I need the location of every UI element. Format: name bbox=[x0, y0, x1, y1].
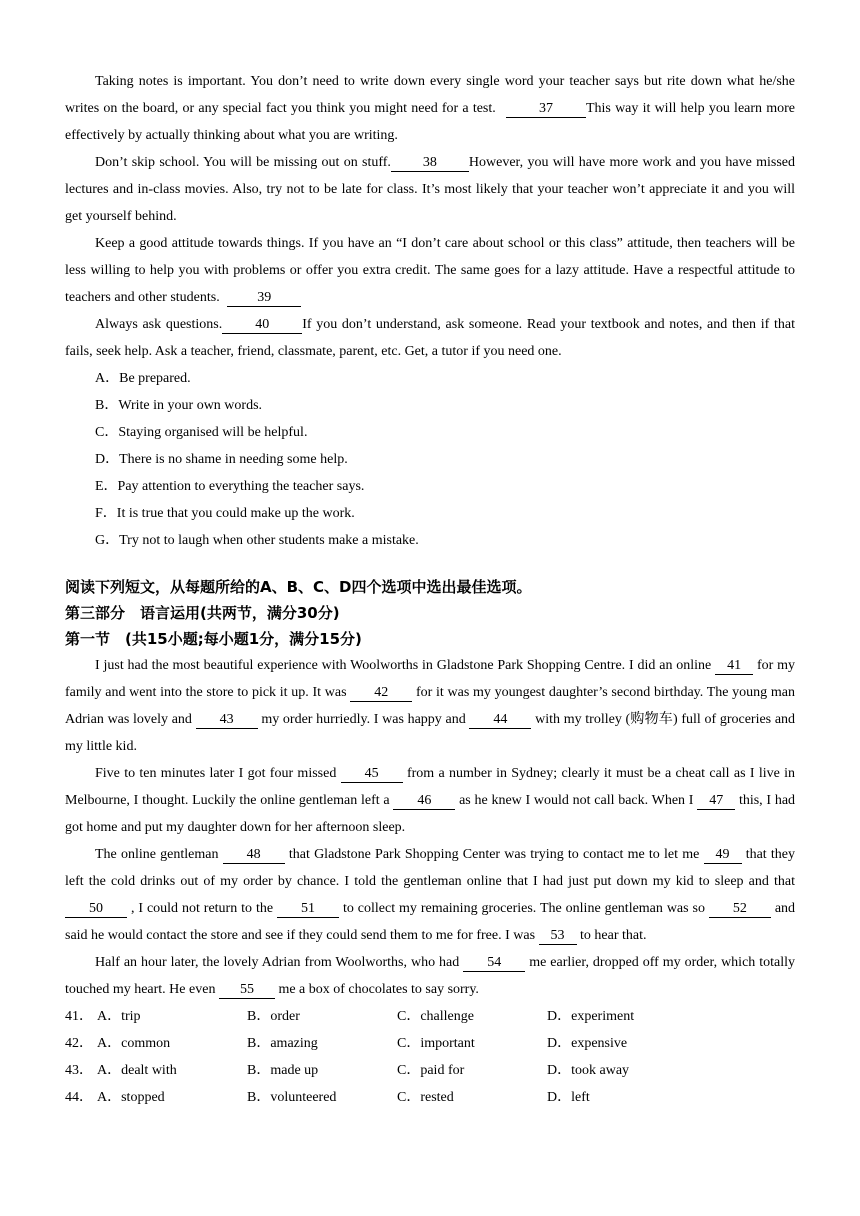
option-c[interactable]: C．Staying organised will be helpful. bbox=[95, 425, 308, 440]
blank-49[interactable]: 49 bbox=[704, 847, 742, 864]
choice-a[interactable]: A．stopped bbox=[97, 1090, 165, 1105]
option-d[interactable]: D．There is no shame in needing some help. bbox=[95, 452, 348, 467]
blank-38[interactable]: 38 bbox=[391, 155, 469, 172]
question-44 bbox=[65, 1084, 795, 1111]
choice-d[interactable]: D．left bbox=[547, 1090, 590, 1105]
choice-a[interactable]: A．common bbox=[97, 1036, 171, 1051]
choice-c[interactable]: C．paid for bbox=[397, 1063, 465, 1078]
question-number: 44． bbox=[65, 1090, 93, 1105]
paragraph: Five to ten minutes later I got four missed 45 from a number in Sydney; clearly it must be a cheat call as I live in Melbourne, I thought. Luckily the online gentleman left a 46 as he knew I would not call back. When I 47 this, I had got home and put my daughter down for her afternoon sleep. bbox=[65, 766, 796, 835]
paragraph: Don’t skip school. You will be missing out on stuff. 38 However, you will have more work and you have missed lectures and in-class movies. Also, try not to be late for class. It’s most likely that your teacher won’t appreciate it and you will get yourself behind. bbox=[65, 155, 795, 224]
option-list bbox=[65, 365, 795, 554]
question-41 bbox=[65, 1003, 795, 1030]
blank-37[interactable]: 37 bbox=[506, 101, 586, 118]
blank-45[interactable]: 45 bbox=[341, 766, 403, 783]
option-g[interactable]: G．Try not to laugh when other students make a mistake. bbox=[95, 533, 419, 548]
choice-c[interactable]: C．rested bbox=[397, 1090, 454, 1105]
blank-55[interactable]: 55 bbox=[219, 982, 275, 999]
blank-47[interactable]: 47 bbox=[697, 793, 735, 810]
choice-d[interactable]: D．experiment bbox=[547, 1009, 635, 1024]
blank-40[interactable]: 40 bbox=[222, 317, 302, 334]
section-heading: 第一节 (共15小题;每小题1分，满分15分) bbox=[65, 630, 362, 648]
option-e[interactable]: E．Pay attention to everything the teacher says. bbox=[95, 479, 365, 494]
paragraph: I just had the most beautiful experience with Woolworths in Gladstone Park Shopping Centre. I did an online 41 for my family and went into the store to pick it up. It was 42 for it was my youngest daughter’s second birthday. The young man Adrian was lovely and 43 my order hurriedly. I was happy and 44 with my trolley (购物车) full of groceries and my little kid. bbox=[65, 658, 796, 754]
paragraph: Half an hour later, the lovely Adrian from Woolworths, who had 54 me earlier, dropped off my order, which totally touched my heart. He even 55 me a box of chocolates to say sorry. bbox=[65, 955, 796, 997]
paragraph: The online gentleman 48 that Gladstone Park Shopping Center was trying to contact me to let me 49 that they left the cold drinks out of my order by chance. I told the gentleman online that I had just put down my kid to sleep and that 50 , I could not return to the 51 to collect my remaining groceries. The online gentleman was so 52 and said he would contact the store and see if they could send them to me for free. I was 53 to hear that. bbox=[65, 847, 796, 943]
choice-a[interactable]: A．dealt with bbox=[97, 1063, 177, 1078]
choice-b[interactable]: B．amazing bbox=[247, 1036, 318, 1051]
blank-51[interactable]: 51 bbox=[277, 901, 339, 918]
answer-choices bbox=[65, 1003, 795, 1111]
choice-c[interactable]: C．challenge bbox=[397, 1009, 474, 1024]
passage-section-a bbox=[65, 68, 795, 554]
option-b[interactable]: B．Write in your own words. bbox=[95, 398, 263, 413]
option-a[interactable]: A．Be prepared. bbox=[95, 371, 191, 386]
blank-42[interactable]: 42 bbox=[350, 685, 412, 702]
blank-53[interactable]: 53 bbox=[539, 928, 577, 945]
blank-52[interactable]: 52 bbox=[709, 901, 771, 918]
blank-48[interactable]: 48 bbox=[223, 847, 285, 864]
question-42 bbox=[65, 1030, 795, 1057]
paragraph: Taking notes is important. You don’t need to write down every single word your teacher says but rite down what he/she writes on the board, or any special fact you think you might need for a test. 37 This way it will help you learn more effectively by actually thinking about what you are writing. bbox=[65, 74, 796, 143]
choice-a[interactable]: A．trip bbox=[97, 1009, 141, 1024]
choice-b[interactable]: B．order bbox=[247, 1009, 300, 1024]
blank-44[interactable]: 44 bbox=[469, 712, 531, 729]
blank-43[interactable]: 43 bbox=[196, 712, 258, 729]
choice-d[interactable]: D．expensive bbox=[547, 1036, 628, 1051]
choice-b[interactable]: B．made up bbox=[247, 1063, 319, 1078]
blank-50[interactable]: 50 bbox=[65, 901, 127, 918]
cloze-passage bbox=[65, 652, 795, 1003]
instruction-heading: 阅读下列短文，从每题所给的A、B、C、D四个选项中选出最佳选项。 bbox=[65, 578, 532, 596]
question-number: 43． bbox=[65, 1063, 93, 1078]
choice-c[interactable]: C．important bbox=[397, 1036, 475, 1051]
question-43 bbox=[65, 1057, 795, 1084]
blank-54[interactable]: 54 bbox=[463, 955, 525, 972]
question-number: 42． bbox=[65, 1036, 93, 1051]
option-f[interactable]: F．It is true that you could make up the work. bbox=[95, 506, 355, 521]
blank-41[interactable]: 41 bbox=[715, 658, 753, 675]
choice-b[interactable]: B．volunteered bbox=[247, 1090, 337, 1105]
paragraph: Always ask questions. 40 If you don’t understand, ask someone. Read your textbook and notes, and then if that fails, seek help. Ask a teacher, friend, classmate, parent, etc. Get, a tutor if you need one. bbox=[65, 317, 795, 359]
paragraph: Keep a good attitude towards things. If you have an “I don’t care about school or this class” attitude, then teachers will be less willing to help you with problems or offer you extra credit. The same goes for a lazy attitude. Have a respectful attitude to teachers and other students. 39 bbox=[65, 236, 795, 305]
blank-39[interactable]: 39 bbox=[227, 290, 301, 307]
blank-46[interactable]: 46 bbox=[393, 793, 455, 810]
question-number: 41． bbox=[65, 1009, 93, 1024]
part-heading: 第三部分 语言运用(共两节，满分30分) bbox=[65, 604, 340, 622]
choice-d[interactable]: D．took away bbox=[547, 1063, 630, 1078]
